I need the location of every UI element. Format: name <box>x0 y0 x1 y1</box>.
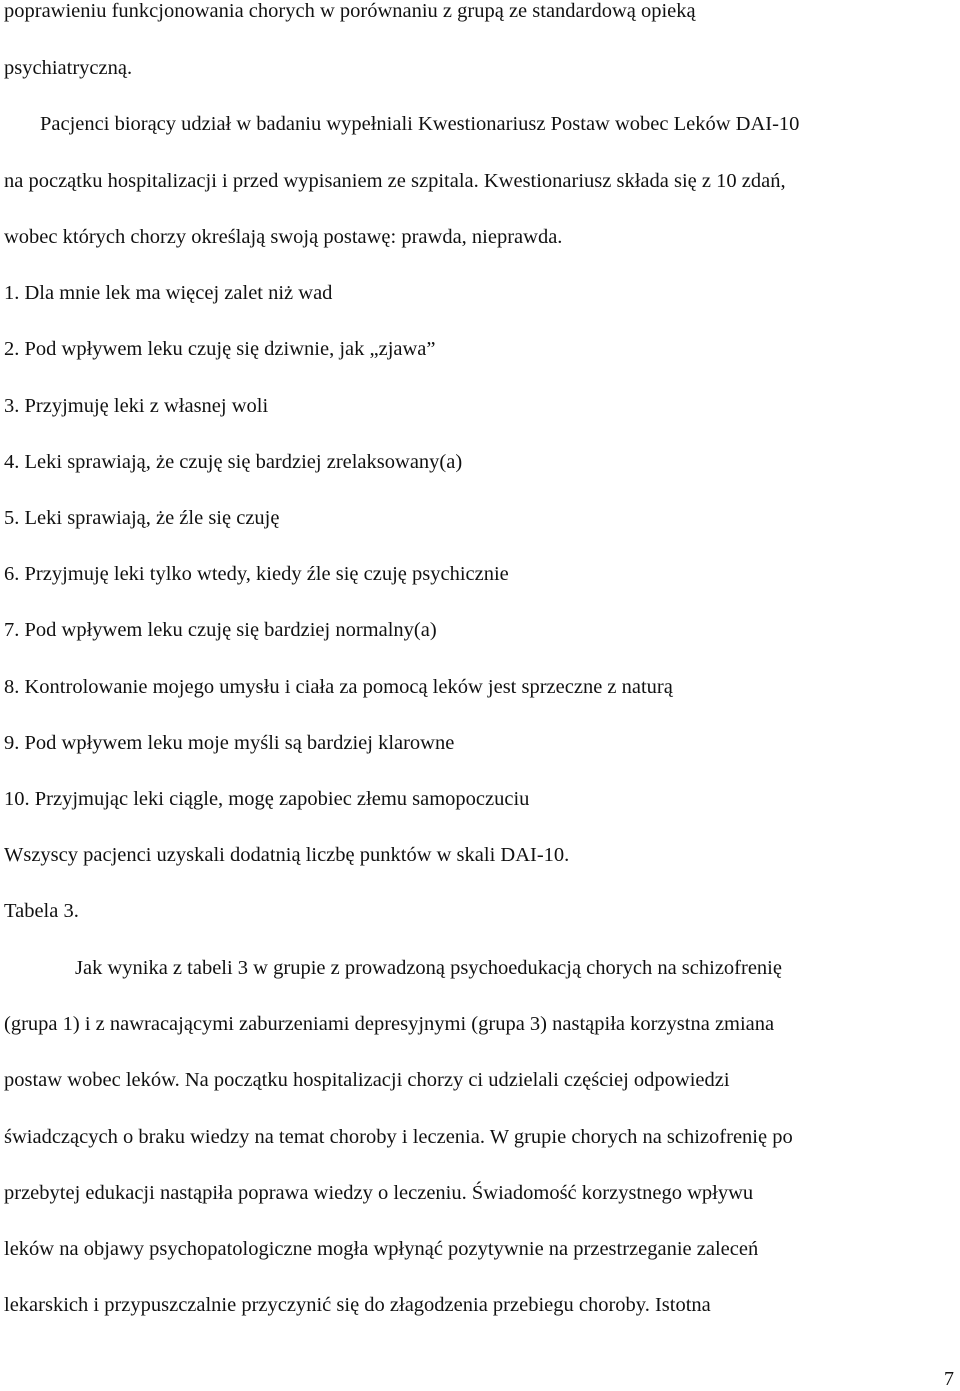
list-item <box>4 450 462 474</box>
list-item-number: 8. <box>4 676 20 698</box>
list-item-text: Dla mnie lek ma więcej zalet niż wad <box>24 282 333 304</box>
list-item-number: 2. <box>4 338 20 360</box>
page-number: 7 <box>944 1368 954 1390</box>
list-item <box>4 675 673 699</box>
list-item <box>4 506 279 530</box>
list-item <box>4 787 529 811</box>
paragraph-line: Pacjenci biorący udział w badaniu wypełniali Kwestionariusz Postaw wobec Leków DAI-10 <box>40 113 800 135</box>
list-item-text: Kontrolowanie mojego umysłu i ciała za pomocą leków jest sprzeczne z naturą <box>24 676 673 698</box>
list-item <box>4 394 268 418</box>
list-item-number: 5. <box>4 507 20 529</box>
table-reference: Tabela 3. <box>4 900 79 922</box>
list-item-number: 6. <box>4 563 20 585</box>
paragraph-line: poprawieniu funkcjonowania chorych w porównaniu z grupą ze standardową opieką <box>4 0 696 22</box>
list-item-number: 4. <box>4 451 20 473</box>
list-item <box>4 618 437 642</box>
paragraph-line: psychiatryczną. <box>4 57 133 79</box>
list-item-number: 1. <box>4 282 20 304</box>
list-item <box>4 281 332 305</box>
list-item-text: Pod wpływem leku moje myśli są bardziej klarowne <box>24 732 455 754</box>
list-item <box>4 337 436 361</box>
list-item-text: Pod wpływem leku czuję się dziwnie, jak „zjawa” <box>24 338 436 360</box>
paragraph-line: na początku hospitalizacji i przed wypisaniem ze szpitala. Kwestionariusz składa się z 10 zdań, <box>4 170 786 192</box>
paragraph-line: wobec których chorzy określają swoją postawę: prawda, nieprawda. <box>4 226 563 248</box>
list-item <box>4 731 454 755</box>
summary-text: Wszyscy pacjenci uzyskali dodatnią liczbę punktów w skali DAI-10. <box>4 844 570 866</box>
list-item-text: Leki sprawiają, że czuję się bardziej zrelaksowany(a) <box>24 451 463 473</box>
list-item-text: Przyjmując leki ciągle, mogę zapobiec złemu samopoczuciu <box>34 788 530 810</box>
list-item-text: Przyjmuję leki z własnej woli <box>24 395 269 417</box>
paragraph-line: świadczących o braku wiedzy na temat choroby i leczenia. W grupie chorych na schizofrenię po <box>4 1126 793 1148</box>
list-item-number: 7. <box>4 619 20 641</box>
paragraph-line: postaw wobec leków. Na początku hospitalizacji chorzy ci udzielali częściej odpowiedzi <box>4 1069 730 1091</box>
paragraph-line: leków na objawy psychopatologiczne mogła wpłynąć pozytywnie na przestrzeganie zaleceń <box>4 1238 759 1260</box>
list-item-text: Leki sprawiają, że źle się czuję <box>24 507 280 529</box>
paragraph-line: Jak wynika z tabeli 3 w grupie z prowadzoną psychoedukacją chorych na schizofrenię <box>75 957 782 979</box>
list-item-number: 10. <box>4 788 30 810</box>
list-item <box>4 562 509 586</box>
paragraph-line: (grupa 1) i z nawracającymi zaburzeniami depresyjnymi (grupa 3) nastąpiła korzystna zmiana <box>4 1013 775 1035</box>
list-item-text: Pod wpływem leku czuję się bardziej normalny(a) <box>24 619 437 641</box>
list-item-number: 3. <box>4 395 20 417</box>
list-item-text: Przyjmuję leki tylko wtedy, kiedy źle się czuję psychicznie <box>24 563 509 585</box>
paragraph-line: lekarskich i przypuszczalnie przyczynić się do złagodzenia przebiegu choroby. Istotna <box>4 1294 711 1316</box>
paragraph-line: przebytej edukacji nastąpiła poprawa wiedzy o leczeniu. Świadomość korzystnego wpływu <box>4 1182 754 1204</box>
list-item-number: 9. <box>4 732 20 754</box>
